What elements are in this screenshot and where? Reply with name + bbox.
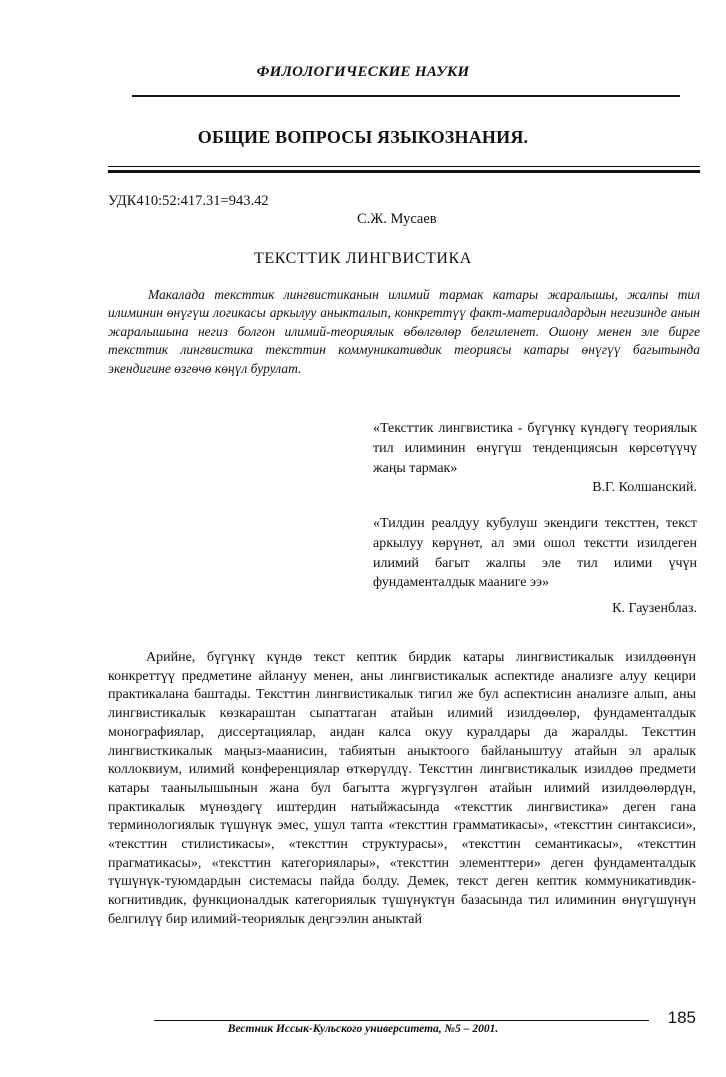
title-rule-thin <box>108 166 700 167</box>
section-header: ФИЛОЛОГИЧЕСКИЕ НАУКИ <box>256 64 470 80</box>
header-rule <box>132 95 680 97</box>
article-author: С.Ж. Мусаев <box>357 211 437 227</box>
epigraph-2-text: «Тилдин реалдуу кубулуш экендиги тексттен, текст аркылуу көрүнөт, ал эми ошол текстти изилдеген илимий багыт жалпы эле тил илими үчүн фундаменталдык мааниге ээ» <box>373 516 697 591</box>
epigraph-1-text: «Тексттик лингвистика - бүгүнкү күндөгү теориялык тил илиминин өнүгүш тенденциясын көрсөтүүчү жаңы тармак» <box>373 421 697 476</box>
footer-rule <box>154 1020 649 1021</box>
epigraph-2-author: К. Гаузенблаз. <box>612 601 697 617</box>
journal-footer: Вестник Иссык-Кульского университета, №5 – 2001. <box>227 1023 499 1035</box>
section-title: ОБЩИЕ ВОПРОСЫ ЯЗЫКОЗНАНИЯ. <box>197 127 529 147</box>
title-rule-thick <box>108 170 700 173</box>
epigraph-1 <box>373 419 697 498</box>
udk-code: УДК410:52:417.31=943.42 <box>108 193 269 209</box>
body-paragraph: Арийне, бүгүнкү күндө текст кептик бирдик катары лингвистикалык изилдөөнүн конкреттүү предметине айлануу менен, аны лингвистикалык аспектиде анализге алуу кецири практикалана баштады. Тексттин лингвистикалык тигил же бул аспектисин анализге алып, аны лингвистикалык көзкараштан сыпаттаган атайын илимий изилдөөлөр, фундаменталдык монографиялар, диссертациялар, андан калса окуу куралдары да жаралды. Тексттин лингвисткикалык маңыз-маанисин, табиятын аныктоого байланыштуу атайын эл аралык коллоквиум, илимий конференциялар өткөрүлдү. Тексттин лингвистикалык изилдөө предмети катары таанылышынын жана бул багытта жүргүзүлгөн атайын илимий изилдөөлөрдүн, практикалык мүнөздөгү иштердин натыйжасында «тексттик лингвистика» деген гана терминологиялык түшүнүк эмес, ушул тапта «тексттин грамматикасы», «тексттин синтаксиси», «тексттин стилистикасы», «тексттин структурасы», «тексттин семантикасы», «тексттин прагматикасы», «тексттин категориялары», «тексттин элементтери» деген фундаменталдык түшүнүк-туюмдардын системасы пайда болду. Демек, текст деген кептик коммуникативдик-когнитивдик, функционалдык категориялык түшүнүктүн базасында тил илиминин өнүгүшүнүн белгилүү бир илимий-теориялык деңгээлин аныктай <box>108 650 696 927</box>
article-abstract: Макалада тексттик лингвистиканын илимий тармак катары жаралышы, жалпы тил илиминин өнүгүш логикасы аркылуу аныкталып, конкреттүү факт-материалдардын негизинде анын жаралышына негиз болгон илимий-теориялык өбөлгөлөр белгиленет. Ошону менен эле бирге тексттик лингвистика тексттин коммуникативдик теориясы катары өнүгүү багытында экендигине өзгөчө көңүл бурулат. <box>108 287 700 376</box>
page-number: 185 <box>667 1008 696 1027</box>
epigraph-2 <box>373 514 697 619</box>
epigraph-1-author: В.Г. Колшанский. <box>592 480 697 496</box>
article-title: ТЕКСТТИК ЛИНГВИСТИКА <box>254 250 472 267</box>
